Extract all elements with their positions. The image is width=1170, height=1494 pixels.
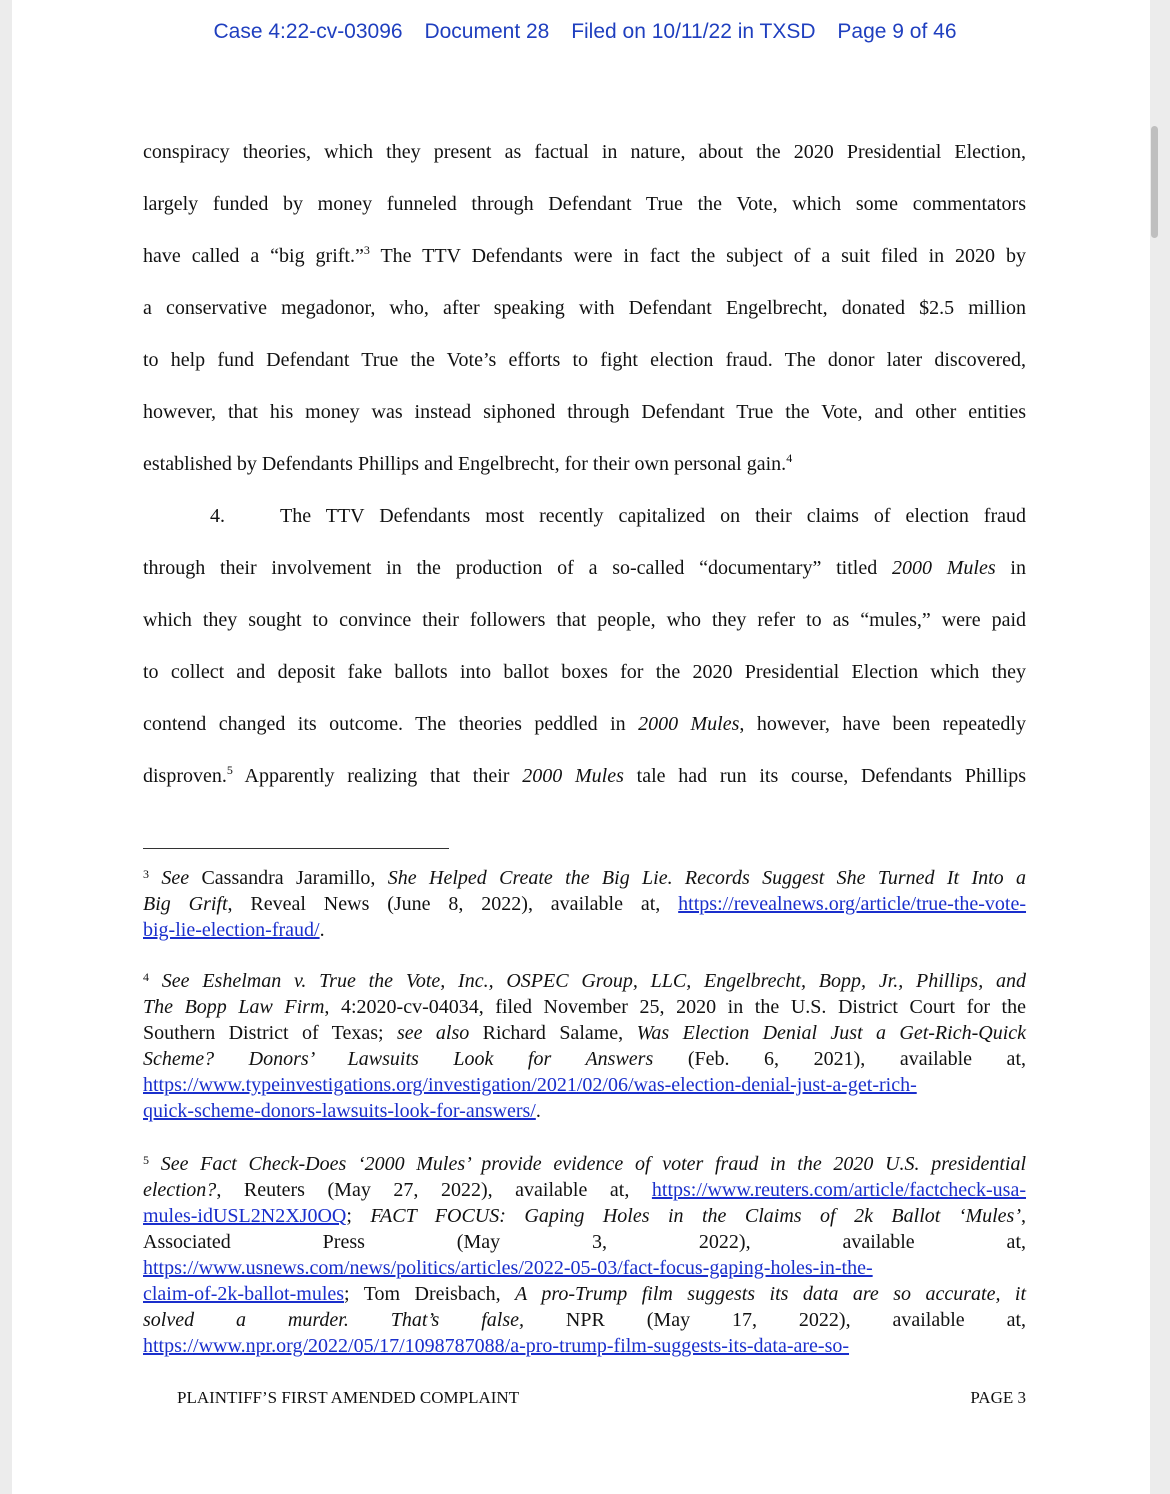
usnews-link[interactable]: https://www.usnews.com/news/politics/articles/2022-05-03/fact-focus-gaping-holes-in-the- — [143, 1257, 873, 1279]
complaint-body — [143, 126, 1026, 802]
footnote-ref-3[interactable]: 3 — [363, 243, 370, 257]
paragraph-number: 4. — [210, 505, 225, 527]
footnote-separator — [143, 848, 449, 849]
scrollbar-thumb[interactable] — [1151, 126, 1158, 238]
case-number: Case 4:22-cv-03096 — [213, 20, 403, 43]
body-line: to help fund Defendant True the Vote’s efforts to fight election fraud. The donor later discovered, — [143, 349, 1026, 371]
type-investigations-link[interactable]: https://www.typeinvestigations.org/investigation/2021/02/06/was-election-denial-just-a-get-rich- — [143, 1074, 917, 1096]
court-filing-header — [0, 20, 1170, 44]
body-line: a conservative megadonor, who, after speaking with Defendant Engelbrecht, donated $2.5 million — [143, 297, 1026, 319]
body-line: however, that his money was instead siphoned through Defendant True the Vote, and other entities — [143, 401, 1026, 423]
body-line: have called a “big grift.”$^3$ The TTV Defendants were in fact the subject of a suit filed in 2020 by — [143, 243, 1026, 267]
footer-title: PLAINTIFF’S FIRST AMENDED COMPLAINT — [177, 1388, 520, 1407]
page-indicator: Page 9 of 46 — [837, 20, 957, 43]
npr-link[interactable]: https://www.npr.org/2022/05/17/1098787088/a-pro-trump-film-suggests-its-data-are-so- — [143, 1335, 850, 1357]
footnote-ref-4[interactable]: 4 — [786, 451, 793, 465]
usnews-link-cont[interactable]: claim-of-2k-ballot-mules — [143, 1283, 345, 1305]
paragraph-4-first-line: 4. The TTV Defendants most recently capitalized on their claims of election fraud — [143, 490, 1026, 542]
filed-date: Filed on 10/11/22 in TXSD — [571, 20, 816, 43]
document-number: Document 28 — [424, 20, 550, 43]
body-line: contend changed its outcome. The theories peddled in 2000 Mules, however, have been repeatedly — [143, 713, 1026, 735]
reveal-news-link-cont[interactable]: big-lie-election-fraud/ — [143, 919, 320, 941]
footnote-3: $^3$ See Cassandra Jaramillo, She Helped Create the Big Lie. Records Suggest She Turned It Into a Big Grift, Reveal News (June 8, 2022), available at, https://revealnews.org/article/true-the-vote- big-lie-election-fraud/. — [143, 867, 1027, 941]
footnote-4: $^4$ See Eshelman v. True the Vote, Inc., OSPEC Group, LLC, Engelbrecht, Bopp, Jr., Phillips, and The Bopp Law Firm, 4:2020-cv-04034, filed November 25, 2020 in the U.S. District Court for the Southern District of Texas; see also Richard Salame, Was Election Denial Just a Get-Rich-Quick Scheme? Donors’ Lawsuits Look for Answers (Feb. 6, 2021), available at, https://www.typeinvestigations.org/investigation/2021/02/06/was-election-denial-just-a-get-rich- quick-scheme-donors-lawsuits-look-for-answers/. — [143, 970, 1027, 1122]
reveal-news-link[interactable]: https://revealnews.org/article/true-the-vote- — [678, 893, 1027, 915]
body-line: conspiracy theories, which they present as factual in nature, about the 2020 Presidential Election, — [143, 141, 1026, 163]
footnote-ref-5[interactable]: 5 — [226, 763, 233, 777]
body-line: to collect and deposit fake ballots into ballot boxes for the 2020 Presidential Election which they — [143, 661, 1026, 683]
footer-page-number: PAGE 3 — [970, 1388, 1026, 1407]
reuters-link[interactable]: https://www.reuters.com/article/factcheck-usa- — [651, 1179, 1026, 1201]
body-line: which they sought to convince their followers that people, who they refer to as “mules,” were paid — [143, 609, 1026, 631]
body-line: largely funded by money funneled through Defendant True the Vote, which some commentators — [143, 193, 1026, 215]
footnote-5: $^5$ See Fact Check-Does ‘2000 Mules’ provide evidence of voter fraud in the 2020 U.S. presidential election?, Reuters (May 27, 2022), available at, https://www.reuters.com/article/factcheck-usa- mules-idUSL2N2XJ0OQ; FACT FOCUS: Gaping Holes in the Claims of 2k Ballot ‘Mules’, Associated Press (May 3, 2022), available at, https://www.usnews.com/news/politics/articles/2022-05-03/fact-focus-gaping-holes-in-the- claim-of-2k-ballot-mules; Tom Dreisbach, A pro-Trump film suggests its data are so accurate, it solved a murder. That’s false, NPR (May 17, 2022), available at, https://www.npr.org/2022/05/17/1098787088/a-pro-trump-film-suggests-its-data-are-so- — [143, 1153, 1027, 1357]
body-line: through their involvement in the production of a so-called “documentary” titled 2000 Mules in — [143, 557, 1026, 579]
type-investigations-link-cont[interactable]: quick-scheme-donors-lawsuits-look-for-answers/ — [143, 1100, 536, 1122]
body-line: disproven.$^5$ Apparently realizing that their 2000 Mules tale had run its course, Defendants Phillips — [143, 763, 1026, 787]
body-line: established by Defendants Phillips and Engelbrecht, for their own personal gain.$^4$ — [143, 451, 793, 475]
reuters-link-cont[interactable]: mules-idUSL2N2XJ0OQ — [143, 1205, 347, 1227]
